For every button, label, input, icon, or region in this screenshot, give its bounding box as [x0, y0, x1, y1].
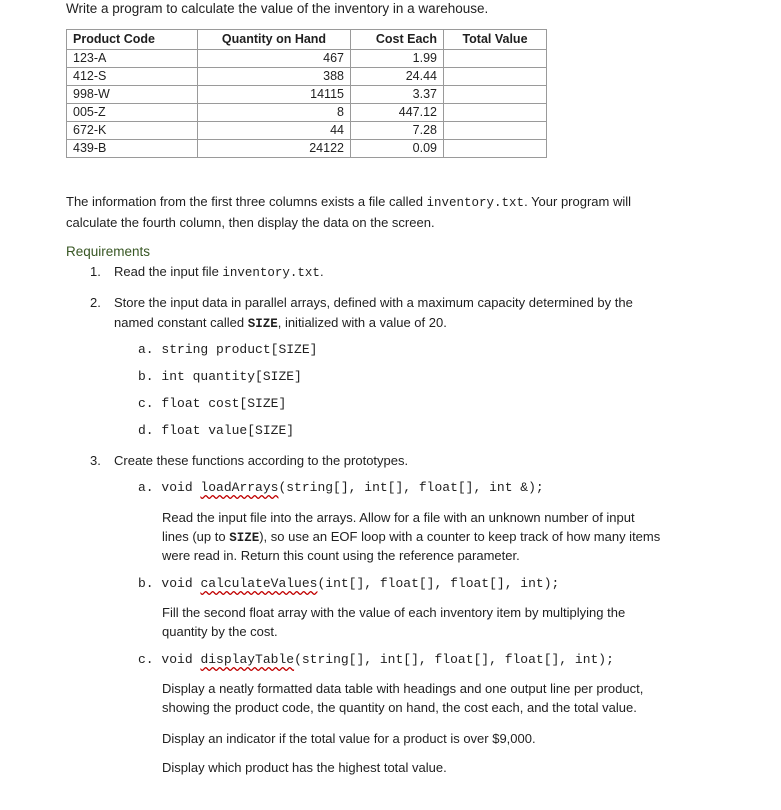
cell-total: [444, 86, 547, 104]
req1-number: 1.: [90, 264, 101, 279]
req1-end: .: [319, 264, 324, 279]
cell-cost: 1.99: [351, 50, 444, 68]
cell-code: 439-B: [67, 140, 198, 158]
function-args: (string[], int[], float[], float[], int);: [294, 652, 614, 667]
array-letter: a.: [138, 342, 154, 357]
function-letter: a.: [138, 480, 154, 495]
array-letter: b.: [138, 369, 154, 384]
desc-text: lines (up to: [162, 529, 230, 544]
function-args: (string[], int[], float[], int &);: [278, 480, 544, 495]
function-letter: b.: [138, 576, 154, 591]
info-filename: inventory.txt: [426, 196, 525, 210]
intro-text: Write a program to calculate the value of the inventory in a warehouse.: [66, 1, 489, 16]
function-letter: c.: [138, 652, 154, 667]
req2-line2-end: , initialized with a value of 20.: [277, 315, 447, 330]
req1-filename: inventory.txt: [222, 266, 320, 280]
cell-cost: 7.28: [351, 122, 444, 140]
function-c-desc-2: showing the product code, the quantity on hand, the cost each, and the total value.: [162, 700, 637, 715]
req3-text: Create these functions according to the prototypes.: [114, 453, 409, 468]
req2-line2-text: named constant called: [114, 315, 248, 330]
cell-code: 412-S: [67, 68, 198, 86]
req3-number: 3.: [90, 453, 101, 468]
cell-total: [444, 50, 547, 68]
cell-total: [444, 140, 547, 158]
table-row: [67, 122, 547, 140]
function-a-desc-1: Read the input file into the arrays. Allow for a file with an unknown number of input: [162, 510, 635, 525]
function-c-prototype: [138, 650, 614, 670]
function-args: (int[], float[], float[], int);: [317, 576, 560, 591]
cell-total: [444, 68, 547, 86]
function-name: displayTable: [200, 652, 295, 667]
function-b-desc-1: Fill the second float array with the value of each inventory item by multiplying the: [162, 605, 626, 620]
req1-text: [114, 262, 324, 283]
cell-total: [444, 104, 547, 122]
array-letter: d.: [138, 423, 154, 438]
req2-number: 2.: [90, 295, 101, 310]
table-row: [67, 68, 547, 86]
req2-line2: [114, 313, 447, 334]
function-return-type: void: [161, 652, 201, 667]
function-return-type: void: [161, 480, 201, 495]
info-paragraph: [66, 192, 706, 233]
cell-quantity: 467: [198, 50, 351, 68]
array-code: float cost[SIZE]: [161, 396, 287, 411]
cell-quantity: 44: [198, 122, 351, 140]
req2-size-constant: SIZE: [247, 317, 278, 331]
cell-quantity: 24122: [198, 140, 351, 158]
cell-cost: 24.44: [351, 68, 444, 86]
cell-code: 005-Z: [67, 104, 198, 122]
array-code: string product[SIZE]: [161, 342, 318, 357]
function-name: calculateValues: [200, 576, 318, 591]
cell-quantity: 8: [198, 104, 351, 122]
info-text-2: . Your program will: [524, 194, 632, 209]
array-item-d: [138, 421, 294, 441]
function-return-type: void: [161, 576, 201, 591]
cell-cost: 3.37: [351, 86, 444, 104]
array-item-b: [138, 367, 302, 387]
header-cost: Cost Each: [351, 30, 444, 50]
array-item-a: [138, 340, 317, 360]
function-b-desc-2: quantity by the cost.: [162, 624, 278, 639]
inventory-table: [66, 29, 547, 158]
function-name: loadArrays: [200, 480, 279, 495]
header-total: Total Value: [444, 30, 547, 50]
array-code: float value[SIZE]: [161, 423, 295, 438]
header-product-code: Product Code: [67, 30, 198, 50]
cell-cost: 0.09: [351, 140, 444, 158]
function-c-desc-1: Display a neatly formatted data table with headings and one output line per product,: [162, 681, 644, 696]
req2-line1: Store the input data in parallel arrays, defined with a maximum capacity determined by the: [114, 295, 633, 310]
table-row: [67, 104, 547, 122]
desc-text: ), so use an EOF loop with a counter to keep track of how many items: [259, 529, 661, 544]
array-code: int quantity[SIZE]: [161, 369, 302, 384]
function-c-desc-3: Display an indicator if the total value for a product is over $9,000.: [162, 731, 536, 746]
cell-code: 672-K: [67, 122, 198, 140]
function-a-desc-3: were read in. Return this count using the reference parameter.: [162, 548, 520, 563]
info-text-3: calculate the fourth column, then display the data on the screen.: [66, 215, 435, 230]
cell-total: [444, 122, 547, 140]
array-item-c: [138, 394, 286, 414]
cell-cost: 447.12: [351, 104, 444, 122]
req1-label: Read the input file: [114, 264, 223, 279]
info-text-1: The information from the first three columns exists a file called: [66, 194, 427, 209]
size-constant: SIZE: [229, 531, 260, 545]
function-a-prototype: [138, 478, 544, 498]
array-letter: c.: [138, 396, 154, 411]
function-b-prototype: [138, 574, 559, 594]
requirements-heading: Requirements: [66, 244, 151, 259]
table-header-row: [67, 30, 547, 50]
function-c-desc-4: Display which product has the highest total value.: [162, 760, 447, 775]
table-row: [67, 86, 547, 104]
cell-quantity: 14115: [198, 86, 351, 104]
cell-code: 998-W: [67, 86, 198, 104]
table-row: [67, 140, 547, 158]
cell-code: 123-A: [67, 50, 198, 68]
header-quantity: Quantity on Hand: [198, 30, 351, 50]
cell-quantity: 388: [198, 68, 351, 86]
table-row: [67, 50, 547, 68]
function-a-desc-2: [162, 527, 660, 548]
